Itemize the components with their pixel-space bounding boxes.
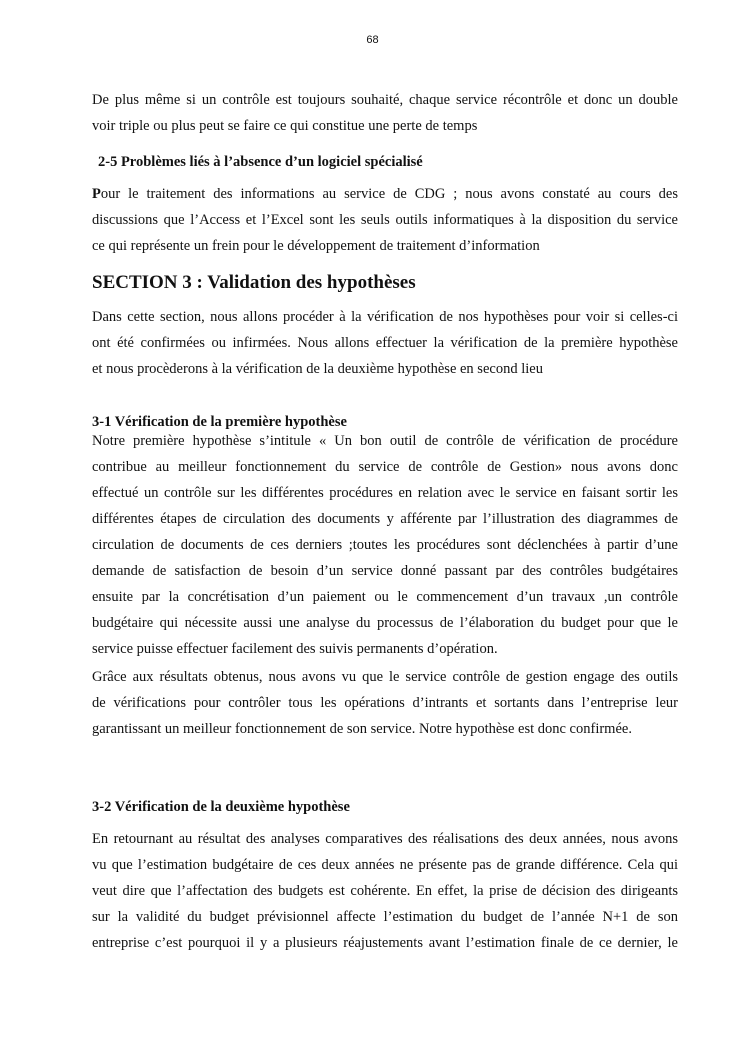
- paragraph: [92, 664, 678, 742]
- text-line: demande de satisfaction de besoin d’un service donné passant par des contrôles budgétaires: [92, 563, 678, 579]
- text-line: différentes étapes de circulation des documents y afférente par l’illustration des diagrammes de: [92, 511, 678, 527]
- text-line: de vérifications pour contrôler tous les opérations d’intrants et sortants dans l’entreprise leur: [92, 695, 678, 711]
- text-line: vu que l’estimation budgétaire de ces deux années ne présente pas de grande différence. Cela qui: [92, 857, 678, 873]
- text-line: budgétaire qui nécessite aussi une analyse du processus de l’élaboration du budget pour que le: [92, 615, 678, 631]
- subsection-heading: 3-1 Vérification de la première hypothèse: [92, 414, 347, 430]
- text-line: Grâce aux résultats obtenus, nous avons vu que le service contrôle de gestion engage des outils: [92, 669, 678, 685]
- drop-letter: P: [92, 186, 101, 202]
- text-line: [92, 181, 678, 207]
- text-line: ce qui représente un frein pour le développement de traitement d’information: [92, 238, 540, 254]
- text-line: contribue au meilleur fonctionnement du service de contrôle de Gestion» nous avons donc: [92, 459, 678, 475]
- paragraph: [92, 826, 678, 956]
- paragraph: [92, 181, 678, 259]
- page-number: 68: [366, 34, 379, 46]
- text-line: entreprise c’est pourquoi il y a plusieurs réajustements avant l’estimation finale de ce dernier, le: [92, 935, 678, 951]
- text-line: ensuite par la concrétisation d’un paiement ou le commencement d’un travaux ,un contrôle: [92, 589, 678, 605]
- text-line: garantissant un meilleur fonctionnement de son service. Notre hypothèse est donc confirmée.: [92, 721, 632, 737]
- text-line: service puisse effectuer facilement des suivis permanents d’opération.: [92, 641, 498, 657]
- text-line: En retournant au résultat des analyses comparatives des réalisations des deux années, nous avons: [92, 831, 678, 847]
- text-line: ont été confirmées ou infirmées. Nous allons effectuer la vérification de la première hypothèse: [92, 335, 678, 351]
- text-line: sur la validité du budget prévisionnel affecte l’estimation du budget de l’année N+1 de son: [92, 909, 678, 925]
- text-line: Notre première hypothèse s’intitule « Un bon outil de contrôle de vérification de procédure: [92, 433, 678, 449]
- text-line: voir triple ou plus peut se faire ce qui constitue une perte de temps: [92, 118, 478, 134]
- subsection-heading: 2-5 Problèmes liés à l’absence d’un logiciel spécialisé: [98, 154, 423, 170]
- text-line-rest: our le traitement des informations au service de CDG ; nous avons constaté au cours des: [100, 186, 678, 202]
- text-line: veut dire que l’affectation des budgets est cohérente. En effet, la prise de décision des dirigeants: [92, 883, 678, 899]
- paragraph: [92, 432, 678, 662]
- section-heading: SECTION 3 : Validation des hypothèses: [92, 272, 416, 293]
- paragraph: [92, 87, 678, 139]
- text-line: Dans cette section, nous allons procéder à la vérification de nos hypothèses pour voir si celles-ci: [92, 309, 678, 325]
- subsection-heading: 3-2 Vérification de la deuxième hypothèse: [92, 799, 350, 815]
- text-line: circulation de documents de ces derniers ;toutes les procédures sont déclenchées à partir d’une: [92, 537, 678, 553]
- text-line: et nous procèderons à la vérification de la deuxième hypothèse en second lieu: [92, 361, 543, 377]
- text-line: effectué un contrôle sur les différentes procédures en relation avec le service en faisant sortir les: [92, 485, 678, 501]
- paragraph: [92, 304, 678, 382]
- text-line: De plus même si un contrôle est toujours souhaité, chaque service récontrôle et donc un double: [92, 92, 678, 108]
- text-line: discussions que l’Access et l’Excel sont les seuls outils informatiques à la disposition du service: [92, 212, 678, 228]
